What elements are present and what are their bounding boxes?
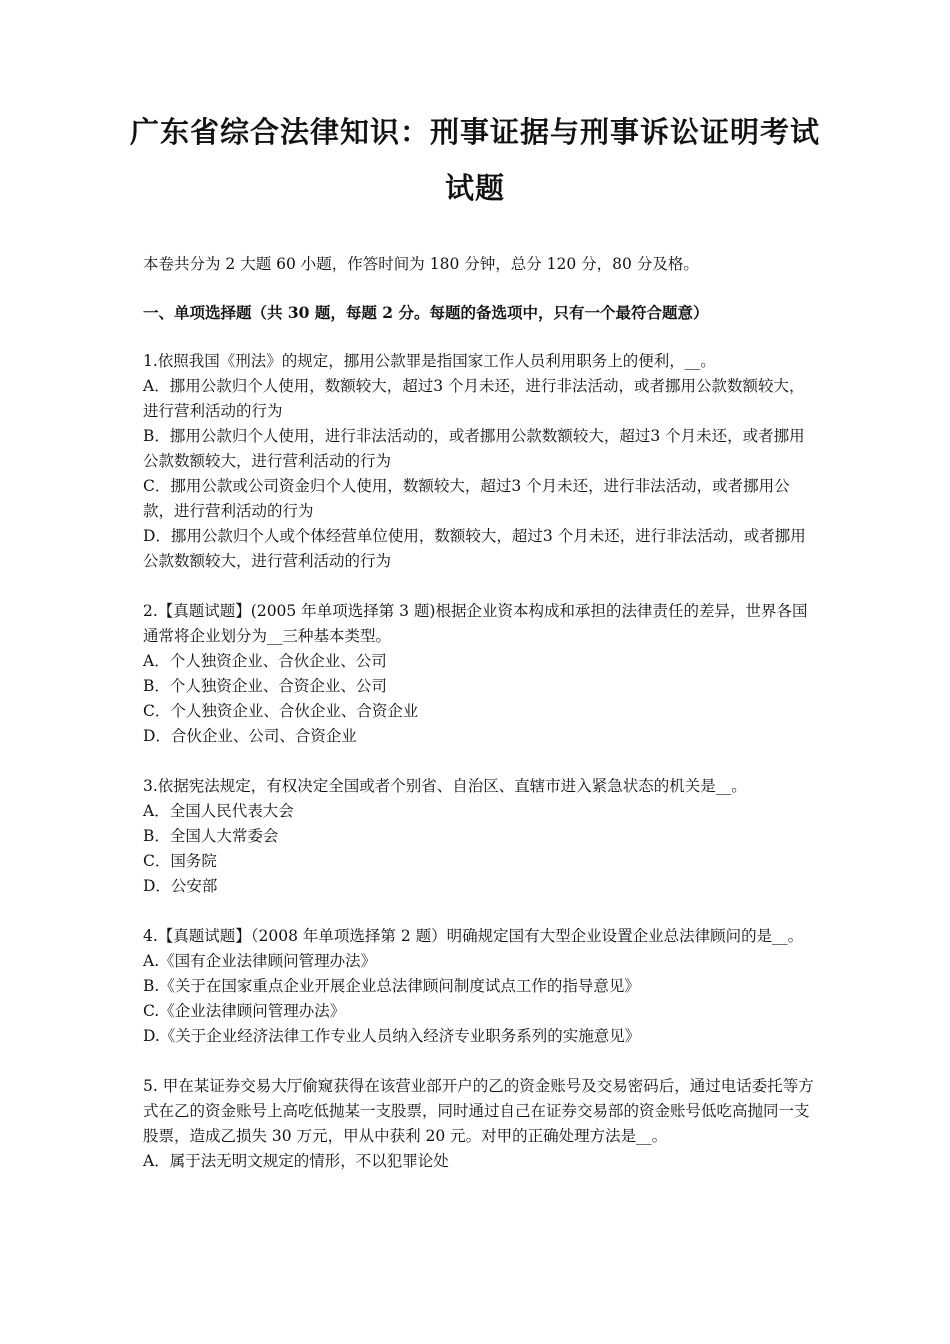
option-c: C．挪用公款或公司资金归个人使用，数额较大，超过3 个月未还，进行非法活动，或者挪用公款，进行营利活动的行为	[143, 477, 790, 520]
option-a: A．属于法无明文规定的情形，不以犯罪论处	[143, 1152, 449, 1170]
question-stem: 3.依据宪法规定，有权决定全国或者个别省、自治区、直辖市进入紧急状态的机关是__。	[143, 777, 747, 795]
question-5	[143, 1074, 815, 1174]
option-d: D．公安部	[143, 877, 218, 895]
option-d: D.《关于企业经济法律工作专业人员纳入经济专业职务系列的实施意见》	[143, 1027, 641, 1045]
option-d: D．挪用公款归个人或个体经营单位使用，数额较大，超过3 个月未还，进行非法活动，或者挪用公款数额较大，进行营利活动的行为	[143, 527, 806, 570]
section-heading: 一、单项选择题（共 30 题，每题 2 分。每题的备选项中，只有一个最符合题意）	[143, 303, 709, 322]
question-1	[143, 349, 815, 574]
exam-intro: 本卷共分为 2 大题 60 小题，作答时间为 180 分钟，总分 120 分，80 分及格。	[143, 255, 699, 273]
option-a: A．全国人民代表大会	[143, 802, 294, 820]
question-3	[143, 774, 815, 899]
option-a: A．挪用公款归个人使用，数额较大，超过3 个月未还，进行非法活动，或者挪用公款数额较大，进行营利活动的行为	[143, 377, 805, 420]
title-line-1: 广东省综合法律知识：刑事证据与刑事诉讼证明考试	[129, 115, 820, 149]
question-stem: 5. 甲在某证券交易大厅偷窥获得在该营业部开户的乙的资金账号及交易密码后，通过电话委托等方式在乙的资金账号上高吃低抛某一支股票，同时通过自己在证券交易部的资金账号低吃高抛同一支股票，造成乙损失 30 万元，甲从中获利 20 元。对甲的正确处理方法是__。	[143, 1077, 814, 1145]
option-b: B．个人独资企业、合资企业、公司	[143, 677, 387, 695]
option-b: B．全国人大常委会	[143, 827, 279, 845]
option-a: A.《国有企业法律顾问管理办法》	[143, 952, 377, 970]
option-b: B.《关于在国家重点企业开展企业总法律顾问制度试点工作的指导意见》	[143, 977, 640, 995]
option-b: B．挪用公款归个人使用，进行非法活动的，或者挪用公款数额较大，超过3 个月未还，或者挪用公款数额较大，进行营利活动的行为	[143, 427, 805, 470]
question-2	[143, 599, 815, 749]
option-a: A．个人独资企业、合伙企业、公司	[143, 652, 387, 670]
question-stem: 1.依照我国《刑法》的规定，挪用公款罪是指国家工作人员利用职务上的便利，__。	[143, 352, 716, 370]
question-4	[143, 924, 815, 1049]
question-stem: 2.【真题试题】(2005 年单项选择第 3 题)根据企业资本构成和承担的法律责任的差异，世界各国通常将企业划分为__三种基本类型。	[143, 602, 808, 645]
question-stem: 4.【真题试题】（2008 年单项选择第 2 题）明确规定国有大型企业设置企业总法律顾问的是__。	[143, 927, 804, 945]
option-c: C．国务院	[143, 852, 217, 870]
document-title	[120, 104, 830, 216]
option-c: C．个人独资企业、合伙企业、合资企业	[143, 702, 419, 720]
title-line-2: 试题	[444, 171, 505, 205]
option-d: D．合伙企业、公司、合资企业	[143, 727, 357, 745]
question-list	[143, 349, 815, 1174]
option-c: C.《企业法律顾问管理办法》	[143, 1002, 346, 1020]
